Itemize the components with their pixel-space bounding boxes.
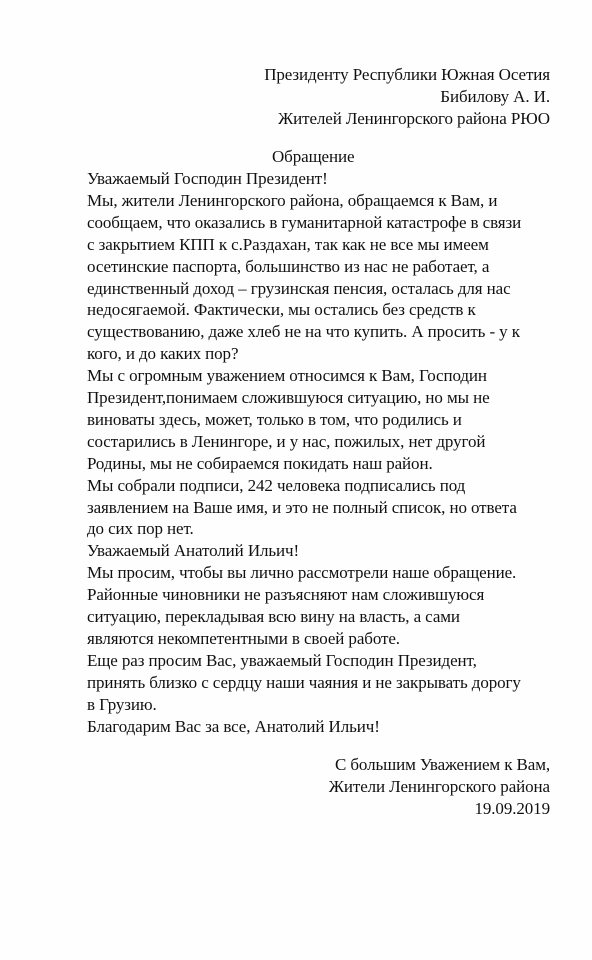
body-line: с закрытием КПП к с.Раздахан, так как не все мы имеем bbox=[87, 234, 489, 254]
body-line: заявлением на Ваше имя, и это не полный список, но ответа bbox=[87, 497, 517, 517]
closing-date: 19.09.2019 bbox=[474, 799, 550, 818]
recipient-line-1: Президенту Республики Южная Осетия bbox=[264, 65, 550, 84]
body-line: Мы с огромным уважением относимся к Вам, Господин bbox=[87, 366, 487, 386]
body-line: виноваты здесь, может, только в том, что родились и bbox=[87, 409, 462, 429]
body-line: единственный доход – грузинская пенсия, осталась для нас bbox=[87, 278, 511, 298]
body-line: до сих пор нет. bbox=[87, 519, 194, 539]
body-line: состарились в Ленингоре, и у нас, пожилых, нет другой bbox=[87, 431, 486, 451]
body-line: осетинские паспорта, большинство из нас не работает, а bbox=[87, 256, 490, 276]
body-line: Благодарим Вас за все, Анатолий Ильич! bbox=[87, 716, 380, 736]
body-line: существованию, даже хлеб не на что купить. А просить - у к bbox=[87, 322, 520, 342]
body-line: Мы, жители Ленингорского района, обращаемся к Вам, и bbox=[87, 190, 498, 210]
recipient-line-2: Бибилову А. И. bbox=[440, 87, 550, 106]
body-line: недосягаемой. Фактически, мы остались без средств к bbox=[87, 300, 476, 320]
body-line: Районные чиновники не разъясняют нам сложившуюся bbox=[87, 585, 485, 605]
body-line: ситуацию, перекладывая всю вину на власть, а сами bbox=[87, 607, 460, 626]
sender-line: Жителей Ленингорского района РЮО bbox=[278, 109, 550, 128]
body-line: Уважаемый Господин Президент! bbox=[87, 169, 328, 188]
body-line: кого, и до каких пор? bbox=[87, 344, 239, 364]
closing-line-1: С большим Уважением к Вам, bbox=[334, 755, 550, 774]
closing-line-2: Жители Ленингорского района bbox=[328, 777, 550, 796]
body-line: Еще раз просим Вас, уважаемый Господин Президент, bbox=[87, 650, 477, 670]
body-line: Мы просим, чтобы вы лично рассмотрели наше обращение. bbox=[87, 563, 517, 583]
body-line: сообщаем, что оказались в гуманитарной катастрофе в связи bbox=[87, 212, 522, 232]
body-line: Президент,понимаем сложившуюся ситуацию, но мы не bbox=[87, 388, 490, 407]
body-line: Уважаемый Анатолий Ильич! bbox=[87, 541, 300, 561]
body-line: в Грузию. bbox=[87, 694, 157, 714]
document-title: Обращение bbox=[272, 147, 355, 166]
body-line: являются некомпетентными в своей работе. bbox=[87, 628, 400, 648]
body-line: принять близко с сердцу наши чаяния и не закрывать дорогу bbox=[87, 672, 521, 692]
body-line: Родины, мы не собираемся покидать наш район. bbox=[87, 453, 433, 473]
body-line: Мы собрали подписи, 242 человека подписались под bbox=[87, 475, 466, 495]
